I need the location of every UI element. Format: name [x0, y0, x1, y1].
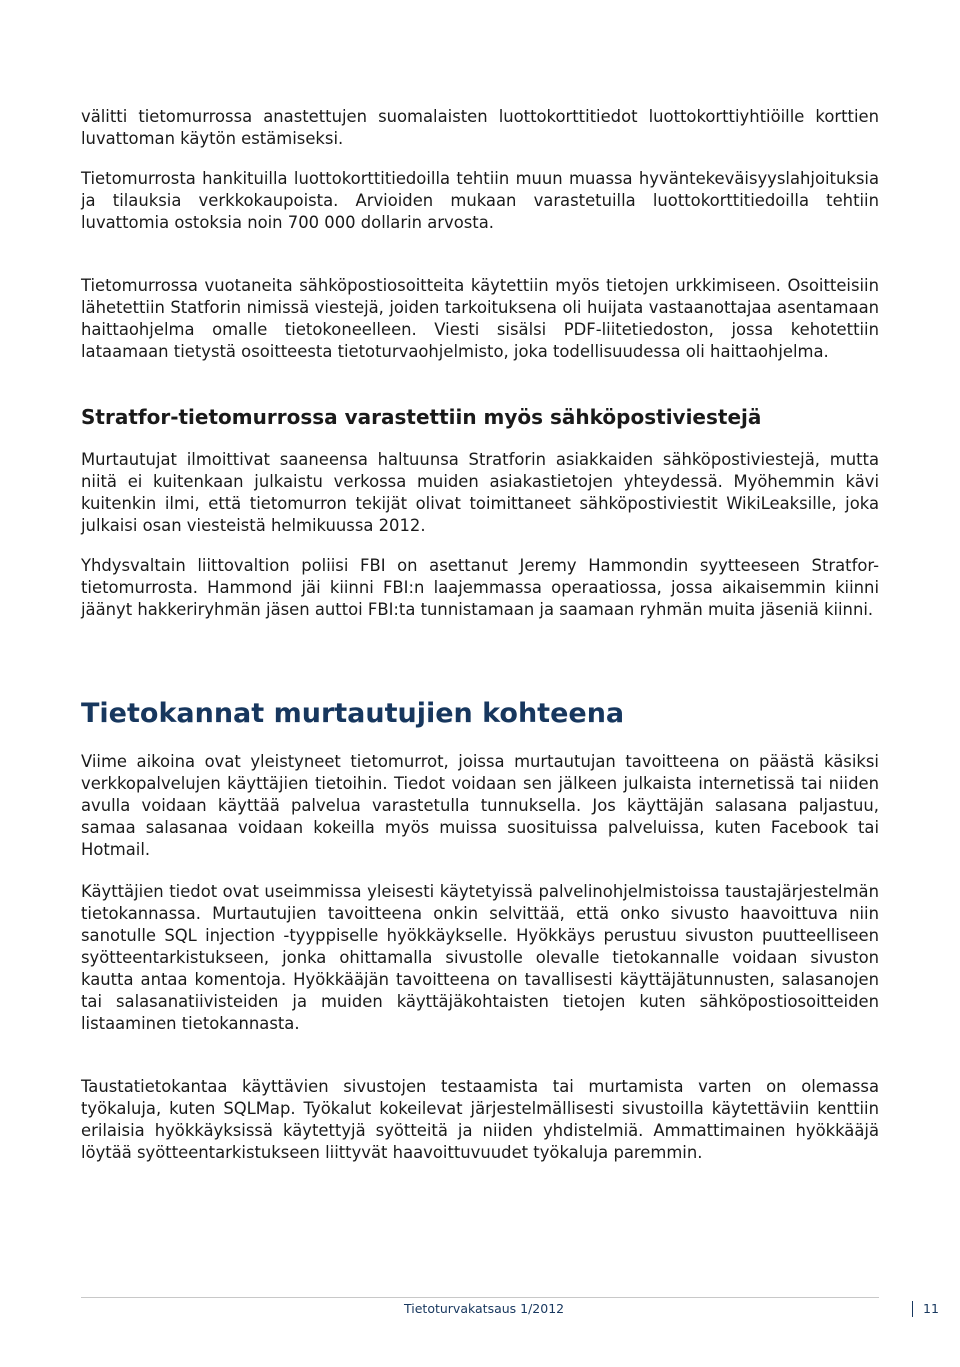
paragraph-stratfor-emails: Murtautujat ilmoittivat saaneensa haltuunsa Stratforin asiakkaiden sähköpostiviestejä, mutta niitä ei kuitenkaan julkaistu verkossa muiden asiakastietojen yhteydessä. Myöhemmin kävi kuitenkin ilmi, että tietomurron tekijät olivat toimittaneet sähköpostiviestit WikiLeaksille, joka julkaisi osan viesteistä helmikuussa 2012. [81, 450, 879, 535]
paragraph-phishing-emails: Tietomurrossa vuotaneita sähköpostiosoitteita käytettiin myös tietojen urkkimiseen. Osoitteisiin lähetettiin Statforin nimissä viestejä, joiden tarkoituksena oli huijata vastaanottajaa asentamaan haittaohjelma omalle tietokoneelleen. Viesti sisälsi PDF-liitetiedoston, jossa kehotettiin lataamaan tietystä osoitteesta tietoturvaohjelmisto, joka todellisuudessa oli haittaohjelma. [81, 276, 879, 361]
paragraph-sqlmap-tools: Taustatietokantaa käyttävien sivustojen testaamista tai murtamista varten on olemassa työkaluja, kuten SQLMap. Työkalut kokeilevat järjestelmällisesti sivustoilla käytettäviin kenttiin erilaisia hyökkäyksissä käytettyjä syötteitä ja niiden yhdistelmiä. Ammattimainen hyökkääjä löytää syötteentarkistukseen liittyvät haavoittuvuudet työkaluja paremmin. [81, 1077, 879, 1162]
paragraph-fbi-hammond: Yhdysvaltain liittovaltion poliisi FBI on asettanut Jeremy Hammondin syytteeseen Stratfor-tietomurrosta. Hammond jäi kiinni FBI:n laajemmassa operaatiossa, jossa aikaisemmin kiinni jäänyt hakkeriryhmän jäsen auttoi FBI:ta tunnistamaan ja saamaan ryhmän muita jäseniä kiinni. [81, 556, 879, 619]
paragraph-stolen-card-purchases: Tietomurrosta hankituilla luottokorttitiedoilla tehtiin muun muassa hyväntekeväisyyslahjoituksia ja tilauksia verkkokaupoista. Arvioiden mukaan varastetuilla luottokorttitiedoilla tehtiin luvattomia ostoksia noin 700 000 dollarin arvosta. [81, 169, 879, 232]
paragraph-card-notification: välitti tietomurrossa anastettujen suomalaisten luottokorttitiedot luottokorttiyhtiöille korttien luvattoman käytön estämiseksi. [81, 107, 879, 148]
footer-divider [81, 1297, 879, 1298]
footer-page-number: 11 [923, 1301, 939, 1316]
footer-separator [912, 1301, 913, 1317]
paragraph-user-data-breaches: Viime aikoina ovat yleistyneet tietomurrot, joissa murtautujan tavoitteena on päästä käsiksi verkkopalvelujen käyttäjien tietoihin. Tiedot voidaan sen jälkeen julkaista internetissä tai niiden avulla voidaan käyttää palvelua varastetulla tunnuksella. Jos käyttäjän salasana paljastuu, samaa salasanaa voidaan kokeilla myös muissa suosituissa palveluissa, kuten Facebook tai Hotmail. [81, 752, 879, 859]
page-footer [0, 1297, 960, 1321]
section-heading-databases: Tietokannat murtautujien kohteena [81, 698, 625, 729]
footer-publication-title: Tietoturvakatsaus 1/2012 [404, 1301, 565, 1316]
section-heading-stratfor: Stratfor-tietomurrossa varastettiin myös sähköpostiviestejä [81, 405, 762, 429]
paragraph-sql-injection: Käyttäjien tiedot ovat useimmissa yleisesti käytetyissä palvelinohjelmistoissa taustajärjestelmän tietokannassa. Murtautujien tavoitteena onkin selvittää, että onko sivusto haavoittuva niin sanotulle SQL injection -tyyppiselle hyökkäykselle. Hyökkäys perustuu sivuston puutteelliseen syötteentarkistukseen, jonka ohittamalla sivustolle olevalle tietokannalle voidaan sivuston kautta antaa komentoja. Hyökkääjän tavoitteena on tavallisesti käyttäjätunnusten, salasanojen tai salasanatiivisteiden ja muiden käyttäjäkohtaisten tietojen kuten sähköpostiosoitteiden listaaminen tietokannasta. [81, 882, 879, 1033]
